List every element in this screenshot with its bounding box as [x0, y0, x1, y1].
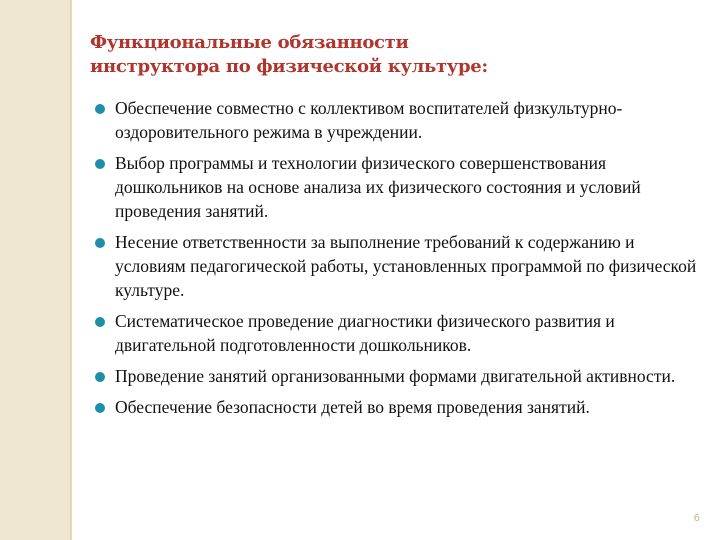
round-bullet-icon: [95, 104, 105, 114]
list-item: [92, 151, 708, 223]
list-item: [92, 309, 708, 357]
slide-title: [90, 31, 488, 79]
list-item: [92, 230, 708, 302]
list-item-text: Выбор программы и технологии физического совершенствования дошкольников на основе анализа их физического состояния и условий проведения занятий.: [115, 153, 641, 221]
list-item-text: Проведение занятий организованными формами двигательной активности.: [115, 366, 676, 386]
decorative-left-band: [0, 0, 70, 540]
decorative-left-line: [70, 0, 72, 540]
round-bullet-icon: [95, 238, 105, 248]
slide-title-line-1: Функциональные обязанности: [90, 32, 409, 53]
round-bullet-icon: [95, 317, 105, 327]
round-bullet-icon: [95, 372, 105, 382]
slide-title-line-2: инструктора по физической культуре:: [90, 56, 488, 77]
list-item: [92, 395, 708, 419]
round-bullet-icon: [95, 159, 105, 169]
round-bullet-icon: [95, 403, 105, 413]
list-item: [92, 96, 708, 144]
list-item-text: Несение ответственности за выполнение требований к содержанию и условиям педагогической работы, установленных программой по физической культуре.: [115, 232, 697, 300]
list-item-text: Систематическое проведение диагностики физического развития и двигательной подготовленности дошкольников.: [115, 311, 615, 355]
list-item-text: Обеспечение совместно с коллективом воспитателей физкультурно-оздоровительного режима в учреждении.: [115, 98, 623, 142]
list-item: [92, 364, 708, 388]
page-number: 6: [693, 513, 700, 524]
list-item-text: Обеспечение безопасности детей во время проведения занятий.: [115, 397, 590, 417]
duties-list: [92, 96, 708, 426]
